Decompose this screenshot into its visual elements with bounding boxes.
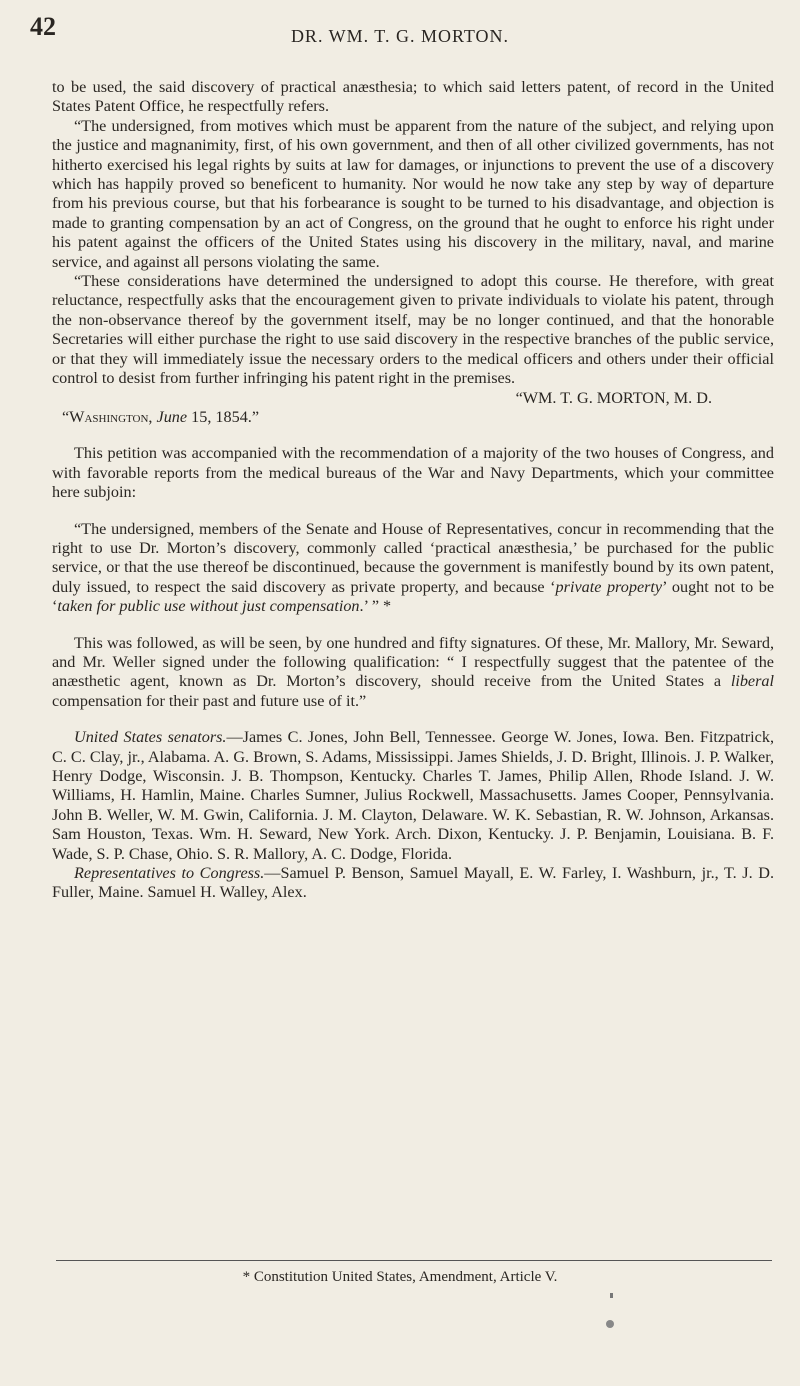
paragraph-4: This petition was accompanied with the recommendation of a majority of the two houses of Congress, and with favorable reports from the medical bureaus of the War and Navy Departments, which your committee here subjoin: bbox=[52, 444, 774, 502]
print-dot bbox=[606, 1320, 614, 1328]
signature-line: “WM. T. G. MORTON, M. D. bbox=[515, 388, 712, 407]
paragraph-5-main: “The undersigned, members of the Senate and House of Representatives, concur in recommending that the right to use Dr. Morton’s discovery, commonly called ‘practical anæsthesia,’ be purchased for the public service, or that the use thereof be discontinued, because the government is manifestly bound by its own patent, duly issued, to respect the said discovery as private property, and because ‘ bbox=[52, 519, 774, 596]
place-name: “Washington, bbox=[62, 407, 157, 426]
print-speck bbox=[610, 1293, 613, 1298]
paragraph-5-mid: ’ ought not to be ‘ bbox=[52, 577, 775, 616]
paragraph-1: to be used, the said discovery of practical anæsthesia; to which said letters patent, of record in the United States Patent Office, he respectfully refers. bbox=[52, 78, 774, 116]
representatives-paragraph bbox=[52, 864, 774, 903]
senators-heading: United States senators. bbox=[74, 728, 227, 747]
paragraph-6-a: This was followed, as will be seen, by one hundred and fifty signatures. Of these, Mr. Mallory, Mr. Seward, and Mr. Weller signed under the following qualification: “ I respectfully suggest that the patentee of the anæsthetic agent, known as Dr. Morton’s discovery, should receive from the United States a bbox=[52, 633, 774, 691]
paragraph-6-emphasis: liberal bbox=[730, 672, 774, 691]
paragraph-5-emphasis-1: private property bbox=[555, 577, 663, 596]
footnote-divider bbox=[56, 1260, 772, 1261]
representatives-list: —Samuel P. Benson, Samuel Mayall, E. W. Farley, I. Washburn, jr., T. J. D. Fuller, Maine. Samuel H. Walley, Alex. bbox=[52, 864, 774, 902]
paragraph-6 bbox=[52, 634, 774, 712]
place-date-line bbox=[62, 408, 774, 427]
body-text bbox=[52, 78, 774, 903]
paragraph-5 bbox=[52, 520, 774, 617]
paragraph-5-emphasis-2: taken for public use without just compensation bbox=[57, 597, 360, 616]
paragraph-3: “These considerations have determined the undersigned to adopt this course. He therefore, with great reluctance, respectfully asks that the encouragement given to private individuals to violate his patent, through the non-observance thereof by the government itself, may be no longer continued, and that the honorable Secretaries will either purchase the right to use said discovery in the respective branches of the public service, or that they will immediately issue the necessary orders to the medical officers and others under their official control to desist from further infringing his patent right in the premises. bbox=[52, 272, 774, 388]
running-head: DR. WM. T. G. MORTON. bbox=[290, 26, 510, 46]
paragraph-5-end: .’ ” * bbox=[359, 597, 392, 616]
paragraph-6-b: compensation for their past and future use of it.” bbox=[52, 691, 367, 710]
representatives-heading: Representatives to Congress. bbox=[74, 864, 265, 883]
paragraph-2: “The undersigned, from motives which must be apparent from the nature of the subject, and relying upon the justice and magnanimity, first, of his own government, and then of all other civilized governments, has not hitherto exercised his legal rights by suits at law for damages, or injunctions to prevent the use of a discovery which has happily proved so beneficent to humanity. Nor would he now take any step by way of departure from his previous course, but that his forbearance is sought to be turned to his disadvantage, and objection is made to granting compensation by an act of Congress, on the ground that he ought to enforce his right under his patent against the officers of the United States using his discovery in the military, naval, and marine service, and against all persons violating the same. bbox=[52, 116, 774, 271]
date-month: June bbox=[156, 407, 188, 426]
date-rest: 15, 1854.” bbox=[187, 407, 260, 426]
senators-list: —James C. Jones, John Bell, Tennessee. George W. Jones, Iowa. Ben. Fitzpatrick, C. C. Clay, jr., Alabama. A. G. Brown, S. Adams, Mississippi. James Shields, J. D. Bright, Illinois. J. P. Walker, Henry Dodge, Wisconsin. J. B. Thompson, Kentucky. Charles T. James, Philip Allen, Rhode Island. J. W. Williams, H. Hamlin, Maine. Charles Sumner, Julius Rockwell, Massachusetts. James Cooper, Pennsylvania. John B. Weller, W. M. Gwin, California. J. M. Clayton, Delaware. W. K. Sebastian, R. W. Johnson, Arkansas. Sam Houston, Texas. Wm. H. Seward, New York. Arch. Dixon, Kentucky. J. P. Benjamin, Louisiana. B. F. Wade, S. P. Chase, Ohio. S. R. Mallory, A. C. Dodge, Florida. bbox=[52, 728, 774, 863]
senators-paragraph bbox=[52, 728, 774, 864]
page-number: 42 bbox=[30, 12, 56, 41]
footnote: * Constitution United States, Amendment, Article V. bbox=[242, 1269, 558, 1285]
